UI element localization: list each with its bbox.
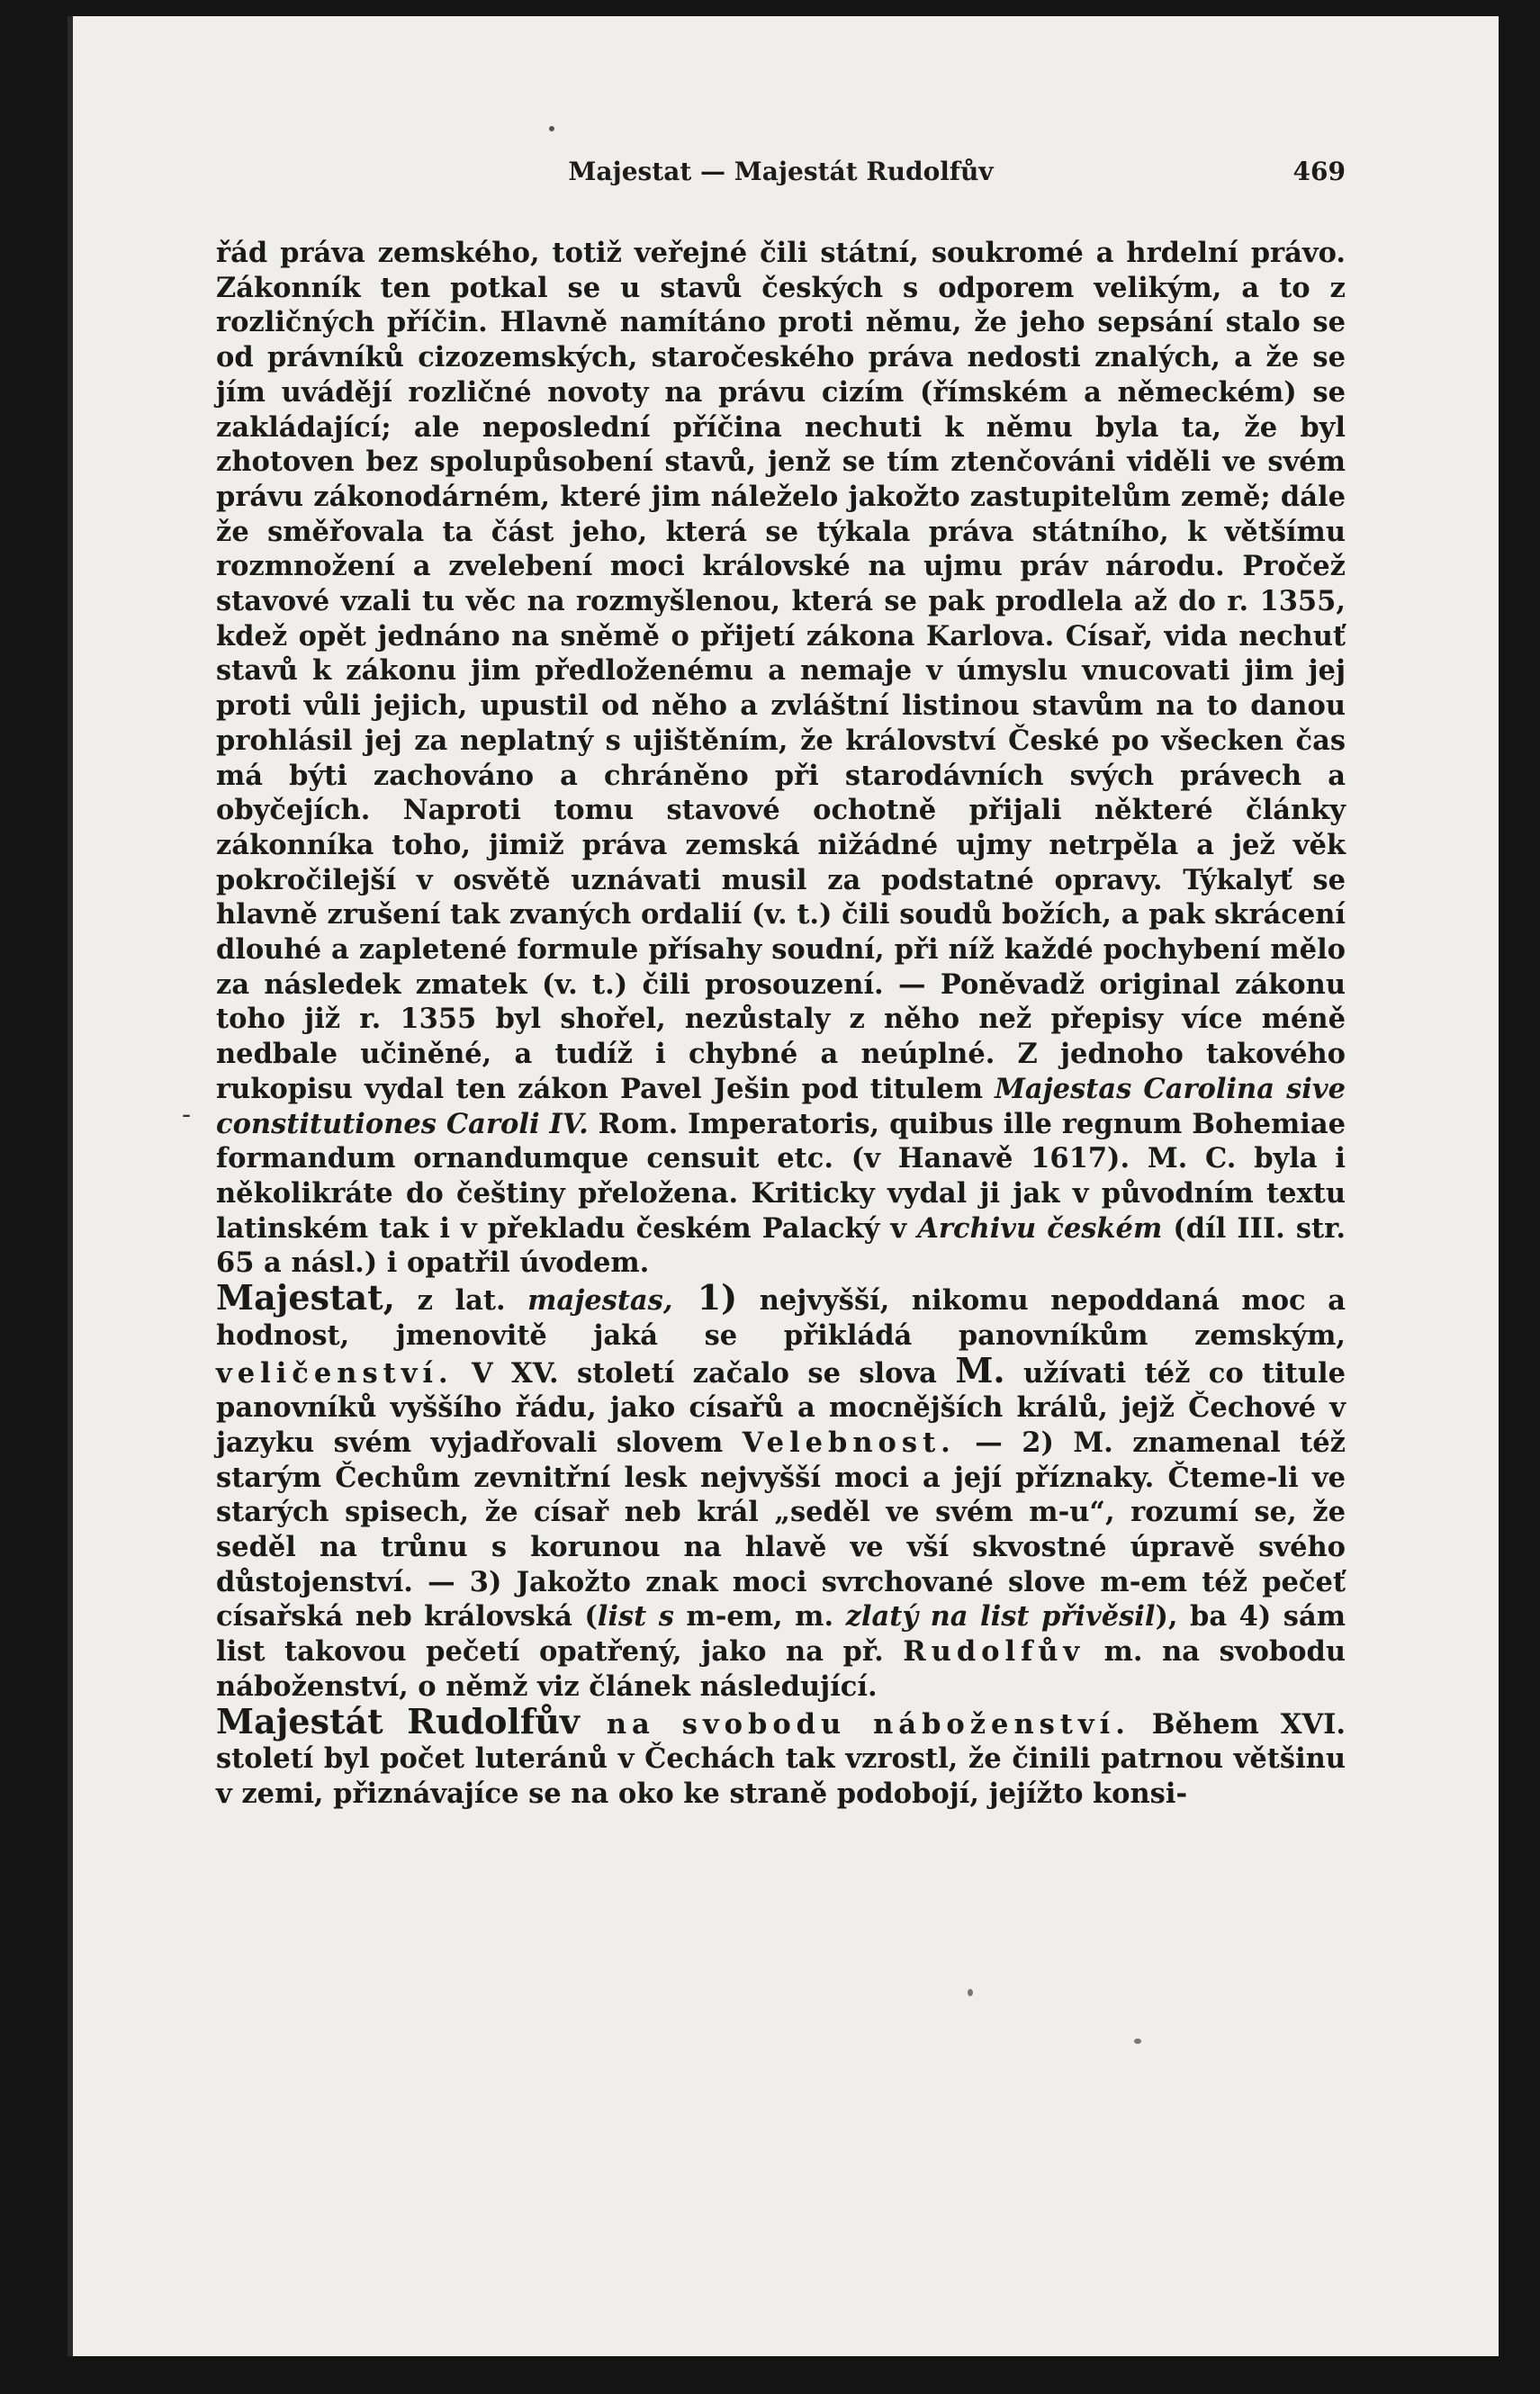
text-run: V XV. století začalo se slova: [453, 1356, 956, 1390]
spaced-term: Rudolfův: [903, 1635, 1085, 1669]
text-run: (díl III. str. 65 a násl.) i opatřil úvodem.: [216, 1211, 1346, 1280]
italic-quote: list s: [597, 1600, 674, 1634]
text-run: řád práva zemského, totiž veřejné čili státní, soukromé a hrdelní právo. Zákonník ten potkal se u stavů českých s odporem velikým, a to z rozličných příčin. Hlavně namítáno proti němu, že jeho sepsání stalo se od právníků cizozemských, staročeského práva nedosti znalých, a že se jím uvádějí rozličné novoty na právu cizím (římském a německém) se zakládající; ale neposlední příčina nechuti k němu byla ta, že byl zhotoven bez spolupůsobení stavů, jenž se tím ztenčováni viděli ve svém právu zákonodárném, které jim náleželo jakožto zastupitelům země; dále že směřovala ta část jeho, která se týkala práva státního, k většímu rozmnožení a zvelebení moci královské na ujmu práv národu. Pročež stavové vzali tu věc na rozmyšlenou, která se pak prodlela až do r. 1355, kdež opět jednáno na sněmě o přijetí zákona Karlova. Císař, vida nechuť stavů k zákonu jim předloženému a nemaje v úmyslu vnucovati jim jej proti vůli jejich, upustil od něho a zvláštní listinou stavům na to danou prohlásil jej za neplatný s ujištěním, že království České po všecken čas má býti zachováno a chráněno při starodávních svých právech a obyčejích. Naproti tomu stavové ochotně přijali některé články zákonníka toho, jimiž práva zemská nižádné ujmy netrpěla a jež věk pokročilejší v osvětě uznávati musil za podstatné opravy. Týkalyť se hlavně zrušení tak zvaných ordalií (v. t.) čili soudů božích, a pak skrácení dlouhé a zapletené formule přísahy soudní, při níž každé pochybení mělo za následek zmatek (v. t.) čili prosouzení. — Poněvadž original zákonu toho již r. 1355 byl shořel, nezůstaly z něho než přepisy více méně nedbale učiněné, a tudíž i chybné a neúplné. Z jednoho takového rukopisu vydal ten zákon Pavel Ješin pod titulem: [216, 237, 1346, 1105]
text-run: — 2) M. znamenal též starým Čechům zevnitřní lesk nejvyšší moci a její příznaky. Čteme-li ve starých spisech, že císař neb král „seděl ve svém m-u“, rozumí se, že seděl na trůnu s korunou na hlavě ve vší skvostné úpravě svého důstojenství. — 3) Jakožto znak moci svrchované slove m-em též pečeť císařská neb královská (: [216, 1426, 1346, 1634]
spaced-term: na svobodu náboženství.: [579, 1707, 1130, 1741]
italic-reference: Archivu českém: [917, 1211, 1163, 1245]
paragraph-continuation: [216, 236, 1346, 1281]
scan-speck: [1134, 2038, 1141, 2044]
text-run: užívati též co titule panovníků vyššího řádu, jako císařů a mocnějších králů, jejž Čechové v jazyku svém vyjadřovali slovem: [216, 1356, 1346, 1459]
page-number: 469: [1292, 157, 1346, 186]
entry-headword: Majestát Rudolfův: [216, 1700, 580, 1742]
abbrev-headword: M.: [955, 1349, 1005, 1390]
entry-majestat-rudolfuv: [216, 1700, 1346, 1812]
scan-speck: [549, 126, 554, 131]
text-run: z lat.: [394, 1284, 528, 1318]
spaced-term: Velebnost.: [742, 1426, 956, 1459]
running-header-title: Majestat — Majestát Rudolfův: [568, 157, 994, 186]
scan-speck: [968, 1989, 973, 1996]
text-run: ), ba 4) sám list takovou pečetí opatřený, jako na př.: [216, 1600, 1346, 1669]
text-run: Rom. Imperatoris, quibus ille regnum Bohemiae formandum ornandumque censuit etc. (v Hanavě 1617). M. C. byla i několikráte do češtiny přeložena. Kriticky vydal ji jak v původním textu latinském tak i v překladu českém Palacký v: [216, 1107, 1346, 1245]
italic-quote: zlatý na list přivěsil: [845, 1600, 1156, 1634]
spaced-term: veličenství.: [216, 1356, 454, 1390]
running-header: [216, 157, 1346, 193]
entry-majestat: [216, 1277, 1346, 1704]
text-run: nejvyšší, nikomu nepoddaná moc a hodnost, jmenovitě jaká se přikládá panovníkům zemským,: [216, 1284, 1346, 1352]
text-run: m-em, m.: [673, 1600, 846, 1634]
text-run: Během XVI. století byl počet luteránů v Čechách tak vzrostl, že činili patrnou většinu v zemi, přiznávajíce se na oko ke straně podobojí, jejížto konsi-: [216, 1707, 1346, 1810]
page-gutter-edge: [68, 16, 73, 2356]
margin-mark: -: [182, 1099, 192, 1130]
sense-number: 1): [672, 1277, 738, 1318]
latin-word: majestas,: [527, 1284, 673, 1318]
entry-headword: Majestat,: [216, 1277, 395, 1318]
article-text: [216, 236, 1346, 1812]
italic-title: Majestas Carolina sive constitutiones Caroli IV.: [216, 1072, 1346, 1140]
text-run: m. na svobodu náboženství, o němž viz článek následující.: [216, 1635, 1346, 1703]
